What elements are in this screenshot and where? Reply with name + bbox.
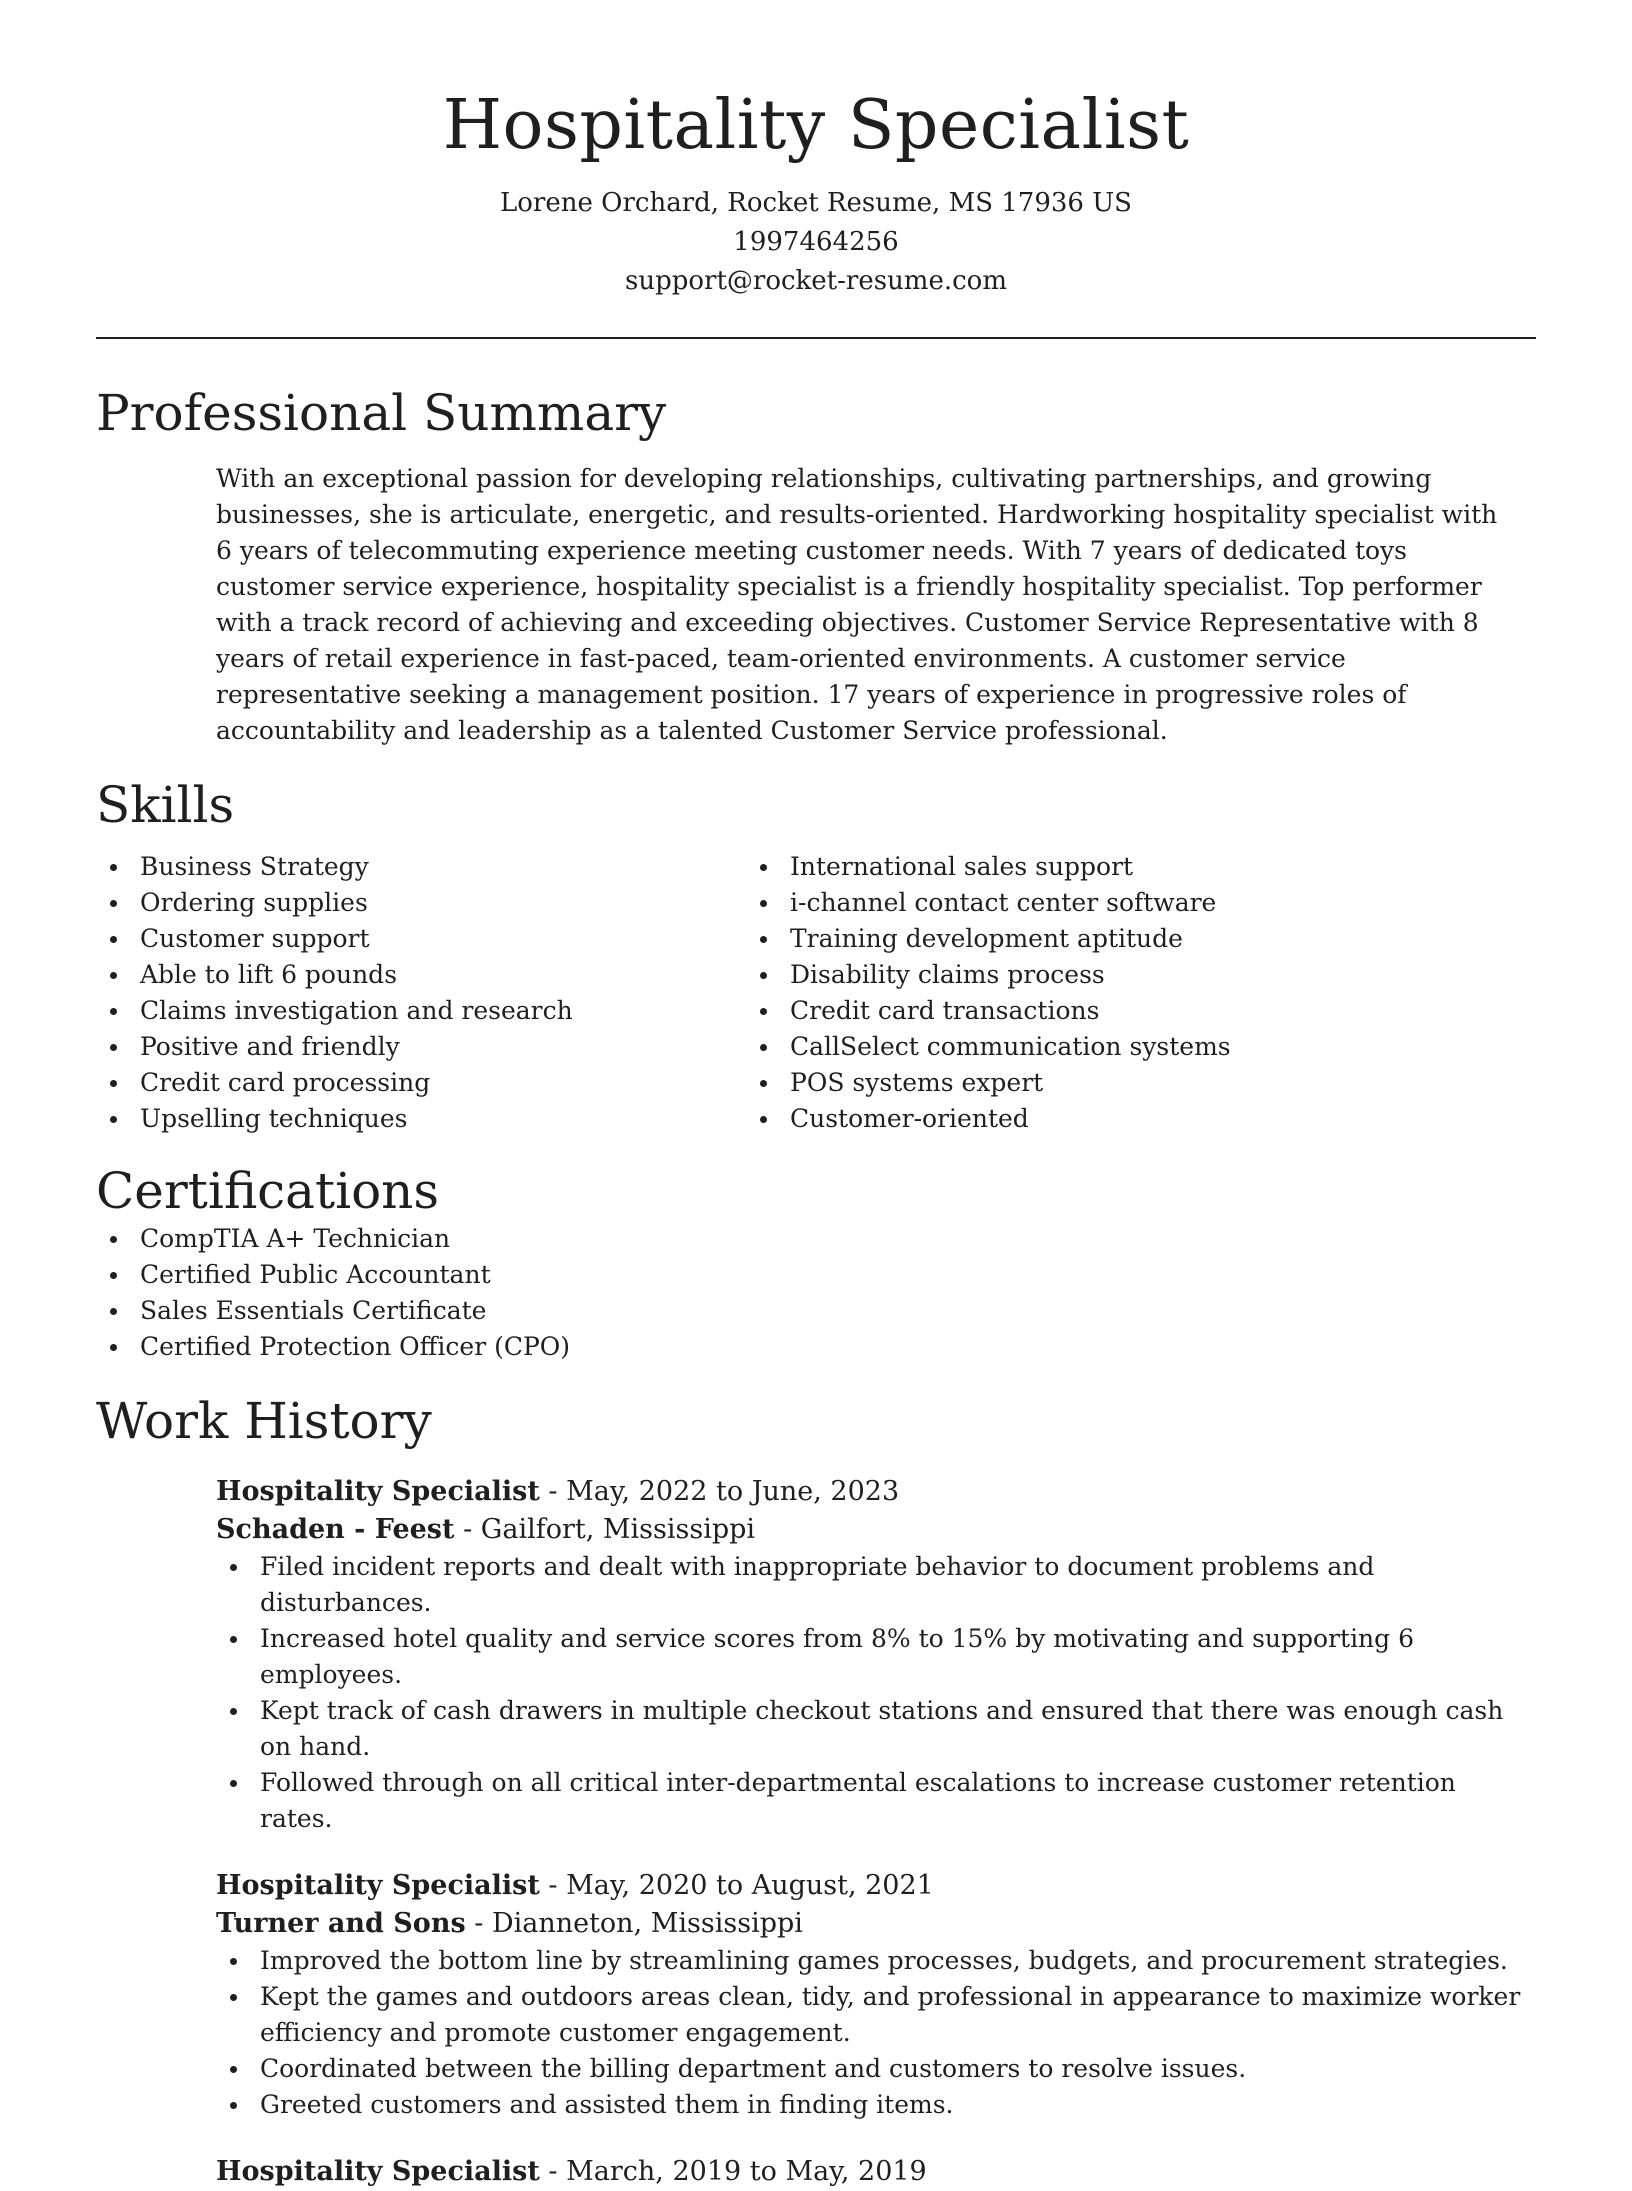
summary-text: With an exceptional passion for developing relationships, cultivating partnerships, and growing businesses, she is articulate, energetic, and results-oriented. Hardworking hospitality specialist with 6 years of telecommuting experience meeting customer needs. With 7 years of dedicated toys customer service experience, hospitality specialist is a friendly hospitality specialist. Top performer with a track record of achieving and exceeding objectives. Customer Service Representative with 8 years of retail experience in fast-paced, team-oriented environments. A customer service representative seeking a management position. 17 years of experience in progressive roles of accountability and leadership as a talented Customer Service professional.	[216, 464, 1498, 745]
job-dates: - March, 2019 to May, 2019	[539, 2156, 927, 2187]
job-location: - Gailfort, Mississippi	[454, 1514, 756, 1545]
job-entry	[216, 2153, 1536, 2191]
skills-columns	[96, 849, 1536, 1137]
list-item: Certified Public Accountant	[96, 1257, 1536, 1293]
job-title-line	[216, 2153, 1536, 2191]
job-role: Hospitality Specialist	[216, 1870, 540, 1901]
skills-list-right	[746, 849, 1346, 1137]
list-item: Coordinated between the billing department and customers to resolve issues.	[216, 2051, 1536, 2087]
job-entry	[216, 1473, 1536, 1837]
skills-heading: Skills	[96, 776, 235, 834]
list-item: Ordering supplies	[96, 885, 746, 921]
list-item: International sales support	[746, 849, 1346, 885]
resume-header	[96, 0, 1536, 301]
summary-heading: Professional Summary	[96, 384, 667, 442]
job-company-line	[216, 1905, 1536, 1943]
list-item: CallSelect communication systems	[746, 1029, 1346, 1065]
list-item: Greeted customers and assisted them in finding items.	[216, 2087, 1536, 2123]
list-item: Certified Protection Officer (CPO)	[96, 1329, 1536, 1365]
job-role: Hospitality Specialist	[216, 1476, 540, 1507]
list-item: Upselling techniques	[96, 1101, 746, 1137]
list-item: Claims investigation and research	[96, 993, 746, 1029]
list-item: Filed incident reports and dealt with inappropriate behavior to document problems and disturbances.	[216, 1549, 1536, 1621]
resume-page	[96, 0, 1536, 2191]
job-company: Turner and Sons	[216, 1908, 466, 1939]
list-item: Kept track of cash drawers in multiple checkout stations and ensured that there was enough cash on hand.	[216, 1693, 1536, 1765]
list-item: Customer-oriented	[746, 1101, 1346, 1137]
job-dates: - May, 2022 to June, 2023	[539, 1476, 900, 1507]
list-item: Able to lift 6 pounds	[96, 957, 746, 993]
job-title-line	[216, 1867, 1536, 1905]
skills-list-left	[96, 849, 746, 1137]
certifications-list	[96, 1221, 1536, 1365]
job-bullets	[216, 1549, 1536, 1837]
list-item: POS systems expert	[746, 1065, 1346, 1101]
certifications-heading: Certifications	[96, 1162, 440, 1220]
list-item: Disability claims process	[746, 957, 1346, 993]
list-item: Increased hotel quality and service scores from 8% to 15% by motivating and supporting 6 employees.	[216, 1621, 1536, 1693]
list-item: Followed through on all critical inter-departmental escalations to increase customer retention rates.	[216, 1765, 1536, 1837]
resume-title: Hospitality Specialist	[442, 86, 1190, 165]
list-item: Sales Essentials Certificate	[96, 1293, 1536, 1329]
list-item: Business Strategy	[96, 849, 746, 885]
list-item: Improved the bottom line by streamlining games processes, budgets, and procurement strategies.	[216, 1943, 1536, 1979]
list-item: Credit card transactions	[746, 993, 1346, 1029]
contact-email: support@rocket-resume.com	[624, 266, 1007, 296]
list-item: Customer support	[96, 921, 746, 957]
job-role: Hospitality Specialist	[216, 2156, 540, 2187]
job-dates: - May, 2020 to August, 2021	[539, 1870, 934, 1901]
job-company-line	[216, 1511, 1536, 1549]
list-item: Credit card processing	[96, 1065, 746, 1101]
job-location: - Dianneton, Mississippi	[465, 1908, 803, 1939]
job-title-line	[216, 1473, 1536, 1511]
header-divider	[96, 337, 1536, 339]
job-entry	[216, 1867, 1536, 2123]
list-item: Positive and friendly	[96, 1029, 746, 1065]
job-bullets	[216, 1943, 1536, 2123]
list-item: i-channel contact center software	[746, 885, 1346, 921]
job-company: Schaden - Feest	[216, 1514, 455, 1545]
list-item: CompTIA A+ Technician	[96, 1221, 1536, 1257]
list-item: Kept the games and outdoors areas clean, tidy, and professional in appearance to maximize worker efficiency and promote customer engagement.	[216, 1979, 1536, 2051]
work-history-heading: Work History	[96, 1392, 432, 1450]
contact-block	[96, 184, 1536, 301]
contact-address: Lorene Orchard, Rocket Resume, MS 17936 US	[500, 188, 1132, 218]
list-item: Training development aptitude	[746, 921, 1346, 957]
contact-phone: 1997464256	[733, 227, 899, 257]
